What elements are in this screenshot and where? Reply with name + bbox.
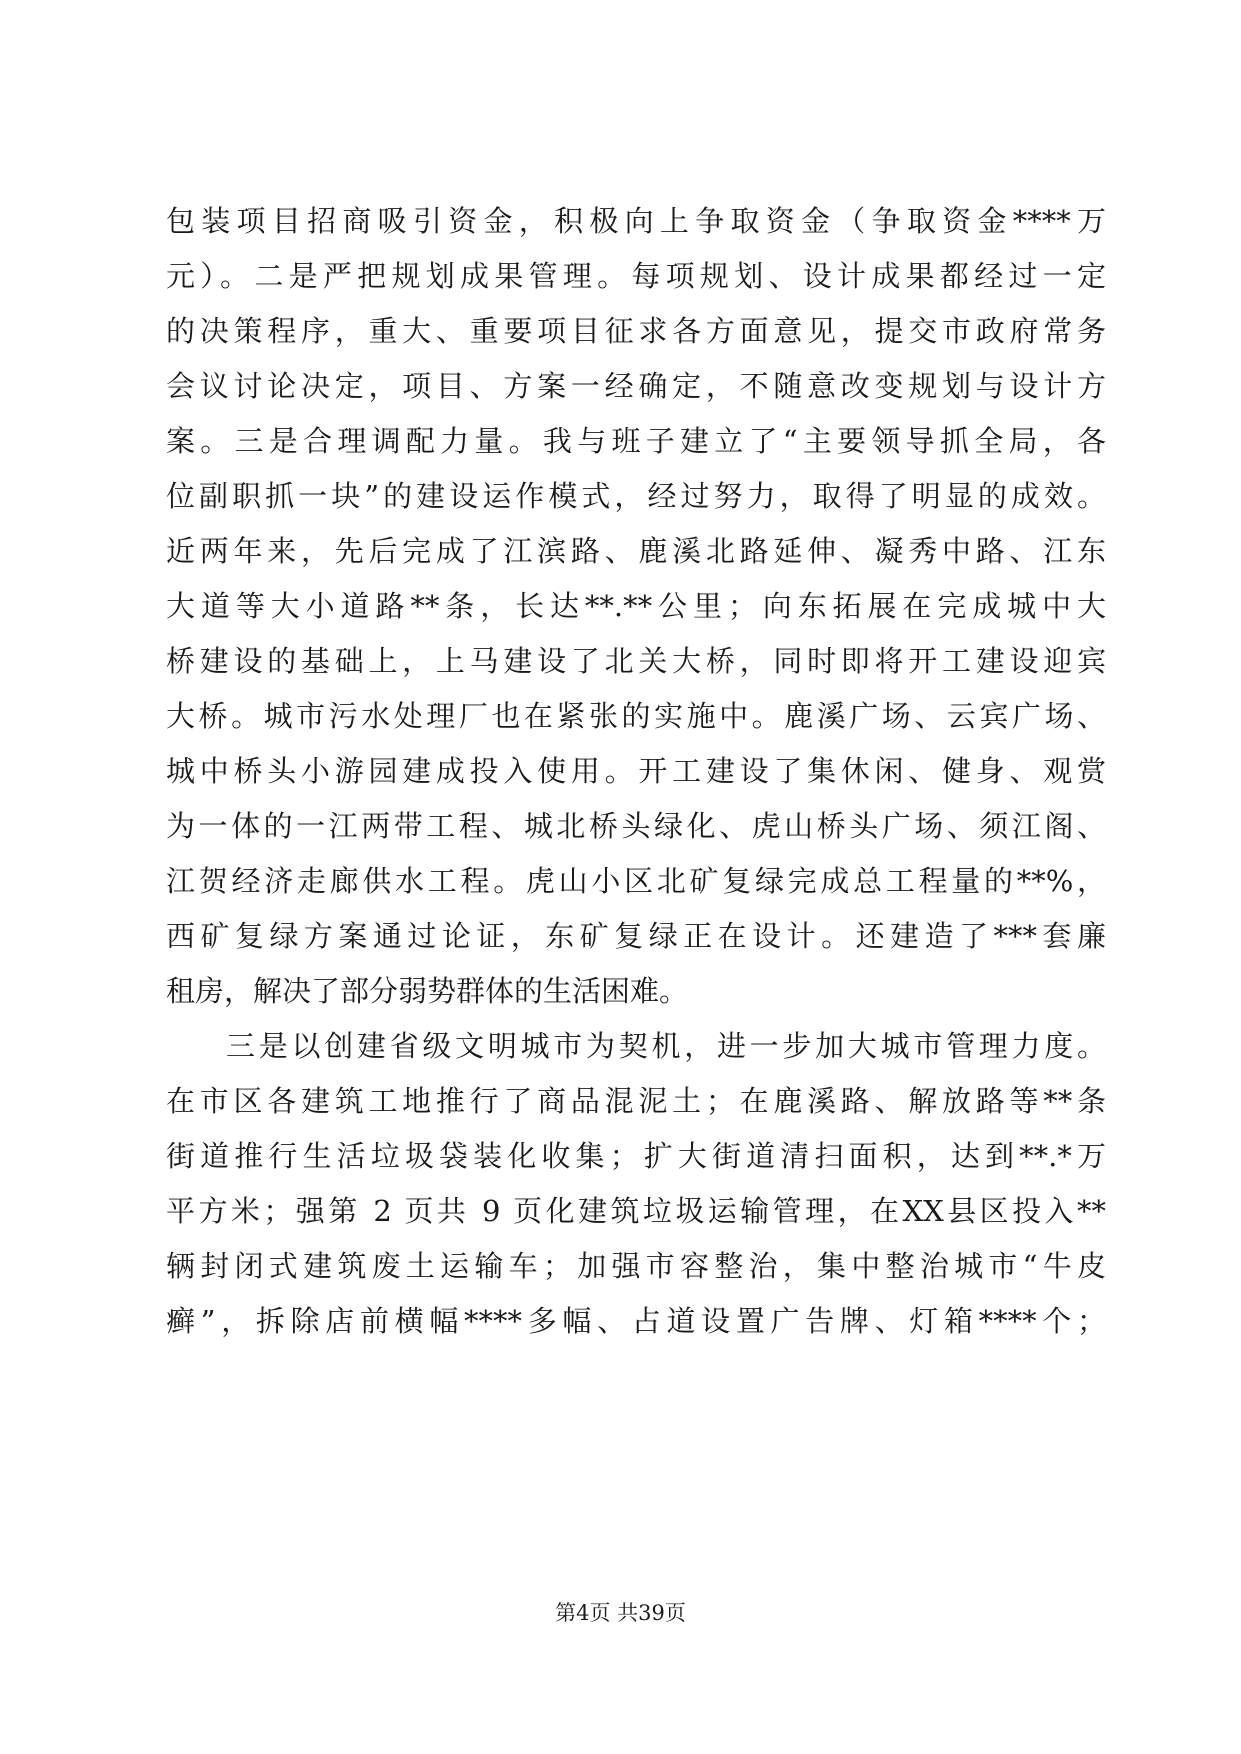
- text-line: 街道推行生活垃圾袋装化收集；扩大街道清扫面积，达到**.*万: [166, 1139, 1106, 1173]
- text-line: 癣”，拆除店前横幅****多幅、占道设置广告牌、灯箱****个；: [166, 1304, 1106, 1338]
- paragraph-2: [166, 1019, 1106, 1349]
- text-line: 包装项目招商吸引资金，积极向上争取资金（争取资金****万: [166, 204, 1106, 238]
- text-line: 租房，解决了部分弱势群体的生活困难。: [166, 974, 689, 1008]
- page-number-footer: 第4页 共39页: [555, 1601, 686, 1625]
- paragraph-1: [166, 194, 1106, 1019]
- text-line: 西矿复绿方案通过论证，东矿复绿正在设计。还建造了***套廉: [166, 919, 1106, 953]
- text-line: 案。三是合理调配力量。我与班子建立了“主要领导抓全局，各: [166, 424, 1106, 458]
- text-line: 的决策程序，重大、重要项目征求各方面意见，提交市政府常务: [166, 314, 1106, 348]
- text-line: 城中桥头小游园建成投入使用。开工建设了集休闲、健身、观赏: [166, 754, 1106, 788]
- text-line: 大道等大小道路**条，长达**.**公里；向东拓展在完成城中大: [166, 589, 1106, 623]
- document-body: [166, 194, 1106, 1349]
- text-line: 在市区各建筑工地推行了商品混泥土；在鹿溪路、解放路等**条: [166, 1084, 1106, 1118]
- text-line: 平方米；强第 2 页共 9 页化建筑垃圾运输管理，在XX县区投入**: [166, 1194, 1106, 1228]
- text-line: 会议讨论决定，项目、方案一经确定，不随意改变规划与设计方: [166, 369, 1106, 403]
- text-line: 元）。二是严把规划成果管理。每项规划、设计成果都经过一定: [166, 259, 1106, 293]
- text-line: 辆封闭式建筑废土运输车；加强市容整治，集中整治城市“牛皮: [166, 1249, 1106, 1283]
- text-line: 近两年来，先后完成了江滨路、鹿溪北路延伸、凝秀中路、江东: [166, 534, 1106, 568]
- text-line: 大桥。城市污水处理厂也在紧张的实施中。鹿溪广场、云宾广场、: [166, 699, 1106, 733]
- text-line: 三是以创建省级文明城市为契机，进一步加大城市管理力度。: [226, 1029, 1106, 1063]
- text-line: 位副职抓一块”的建设运作模式，经过努力，取得了明显的成效。: [166, 479, 1106, 513]
- text-line: 为一体的一江两带工程、城北桥头绿化、虎山桥头广场、须江阁、: [166, 809, 1106, 843]
- text-line: 江贺经济走廊供水工程。虎山小区北矿复绿完成总工程量的**%，: [166, 864, 1106, 898]
- text-line: 桥建设的基础上，上马建设了北关大桥，同时即将开工建设迎宾: [166, 644, 1106, 678]
